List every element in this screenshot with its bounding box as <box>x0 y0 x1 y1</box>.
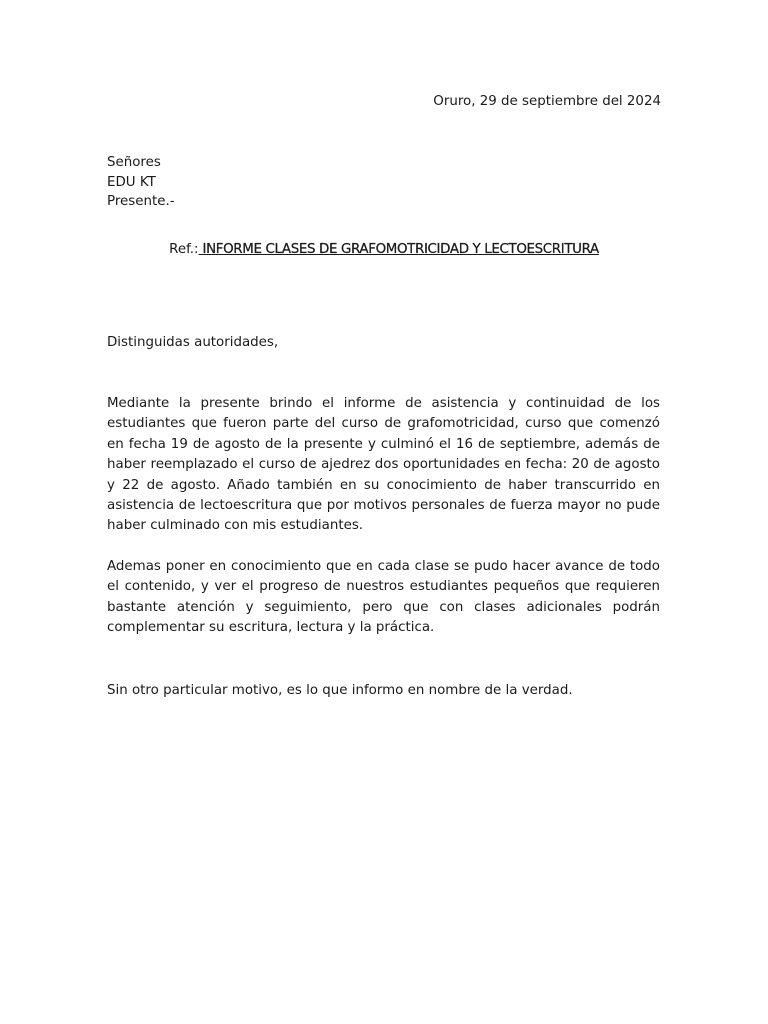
body-paragraph-1: Mediante la presente brindo el informe de asistencia y continuidad de los estudiantes que fueron parte del curso de grafomotricidad, curso que comenzó en fecha 19 de agosto de la presente y culminó el 16 de septiembre, además de haber reemplazado el curso de ajedrez dos oportunidades en fecha: 20 de agosto y 22 de agosto. Añado también en su conocimiento de haber transcurrido en asistencia de lectoescritura que por motivos personales de fuerza mayor no pude haber culminado con mis estudiantes. <box>107 396 660 534</box>
ref-title: INFORME CLASES DE GRAFOMOTRICIDAD Y LECTOESCRITURA <box>198 242 599 257</box>
recipient-line-1: Señores <box>107 155 161 170</box>
letter-date: Oruro, 29 de septiembre del 2024 <box>433 94 661 109</box>
recipient-line-2: EDU KT <box>107 174 156 190</box>
ref-label: Ref.: <box>169 242 199 257</box>
body-paragraph-2: Ademas poner en conocimiento que en cada clase se pudo hacer avance de todo el contenido, y ver el progreso de nuestros estudiantes pequeños que requieren bastante atención y seguimiento, pero que con clases adicionales podrán complementar su escritura, lectura y la práctica. <box>107 559 660 636</box>
salutation: Distinguidas autoridades, <box>107 335 279 350</box>
reference-line <box>0 240 768 260</box>
closing-line: Sin otro particular motivo, es lo que informo en nombre de la verdad. <box>107 683 573 698</box>
recipient-block <box>107 153 175 212</box>
recipient-line-3: Presente.- <box>107 194 175 209</box>
